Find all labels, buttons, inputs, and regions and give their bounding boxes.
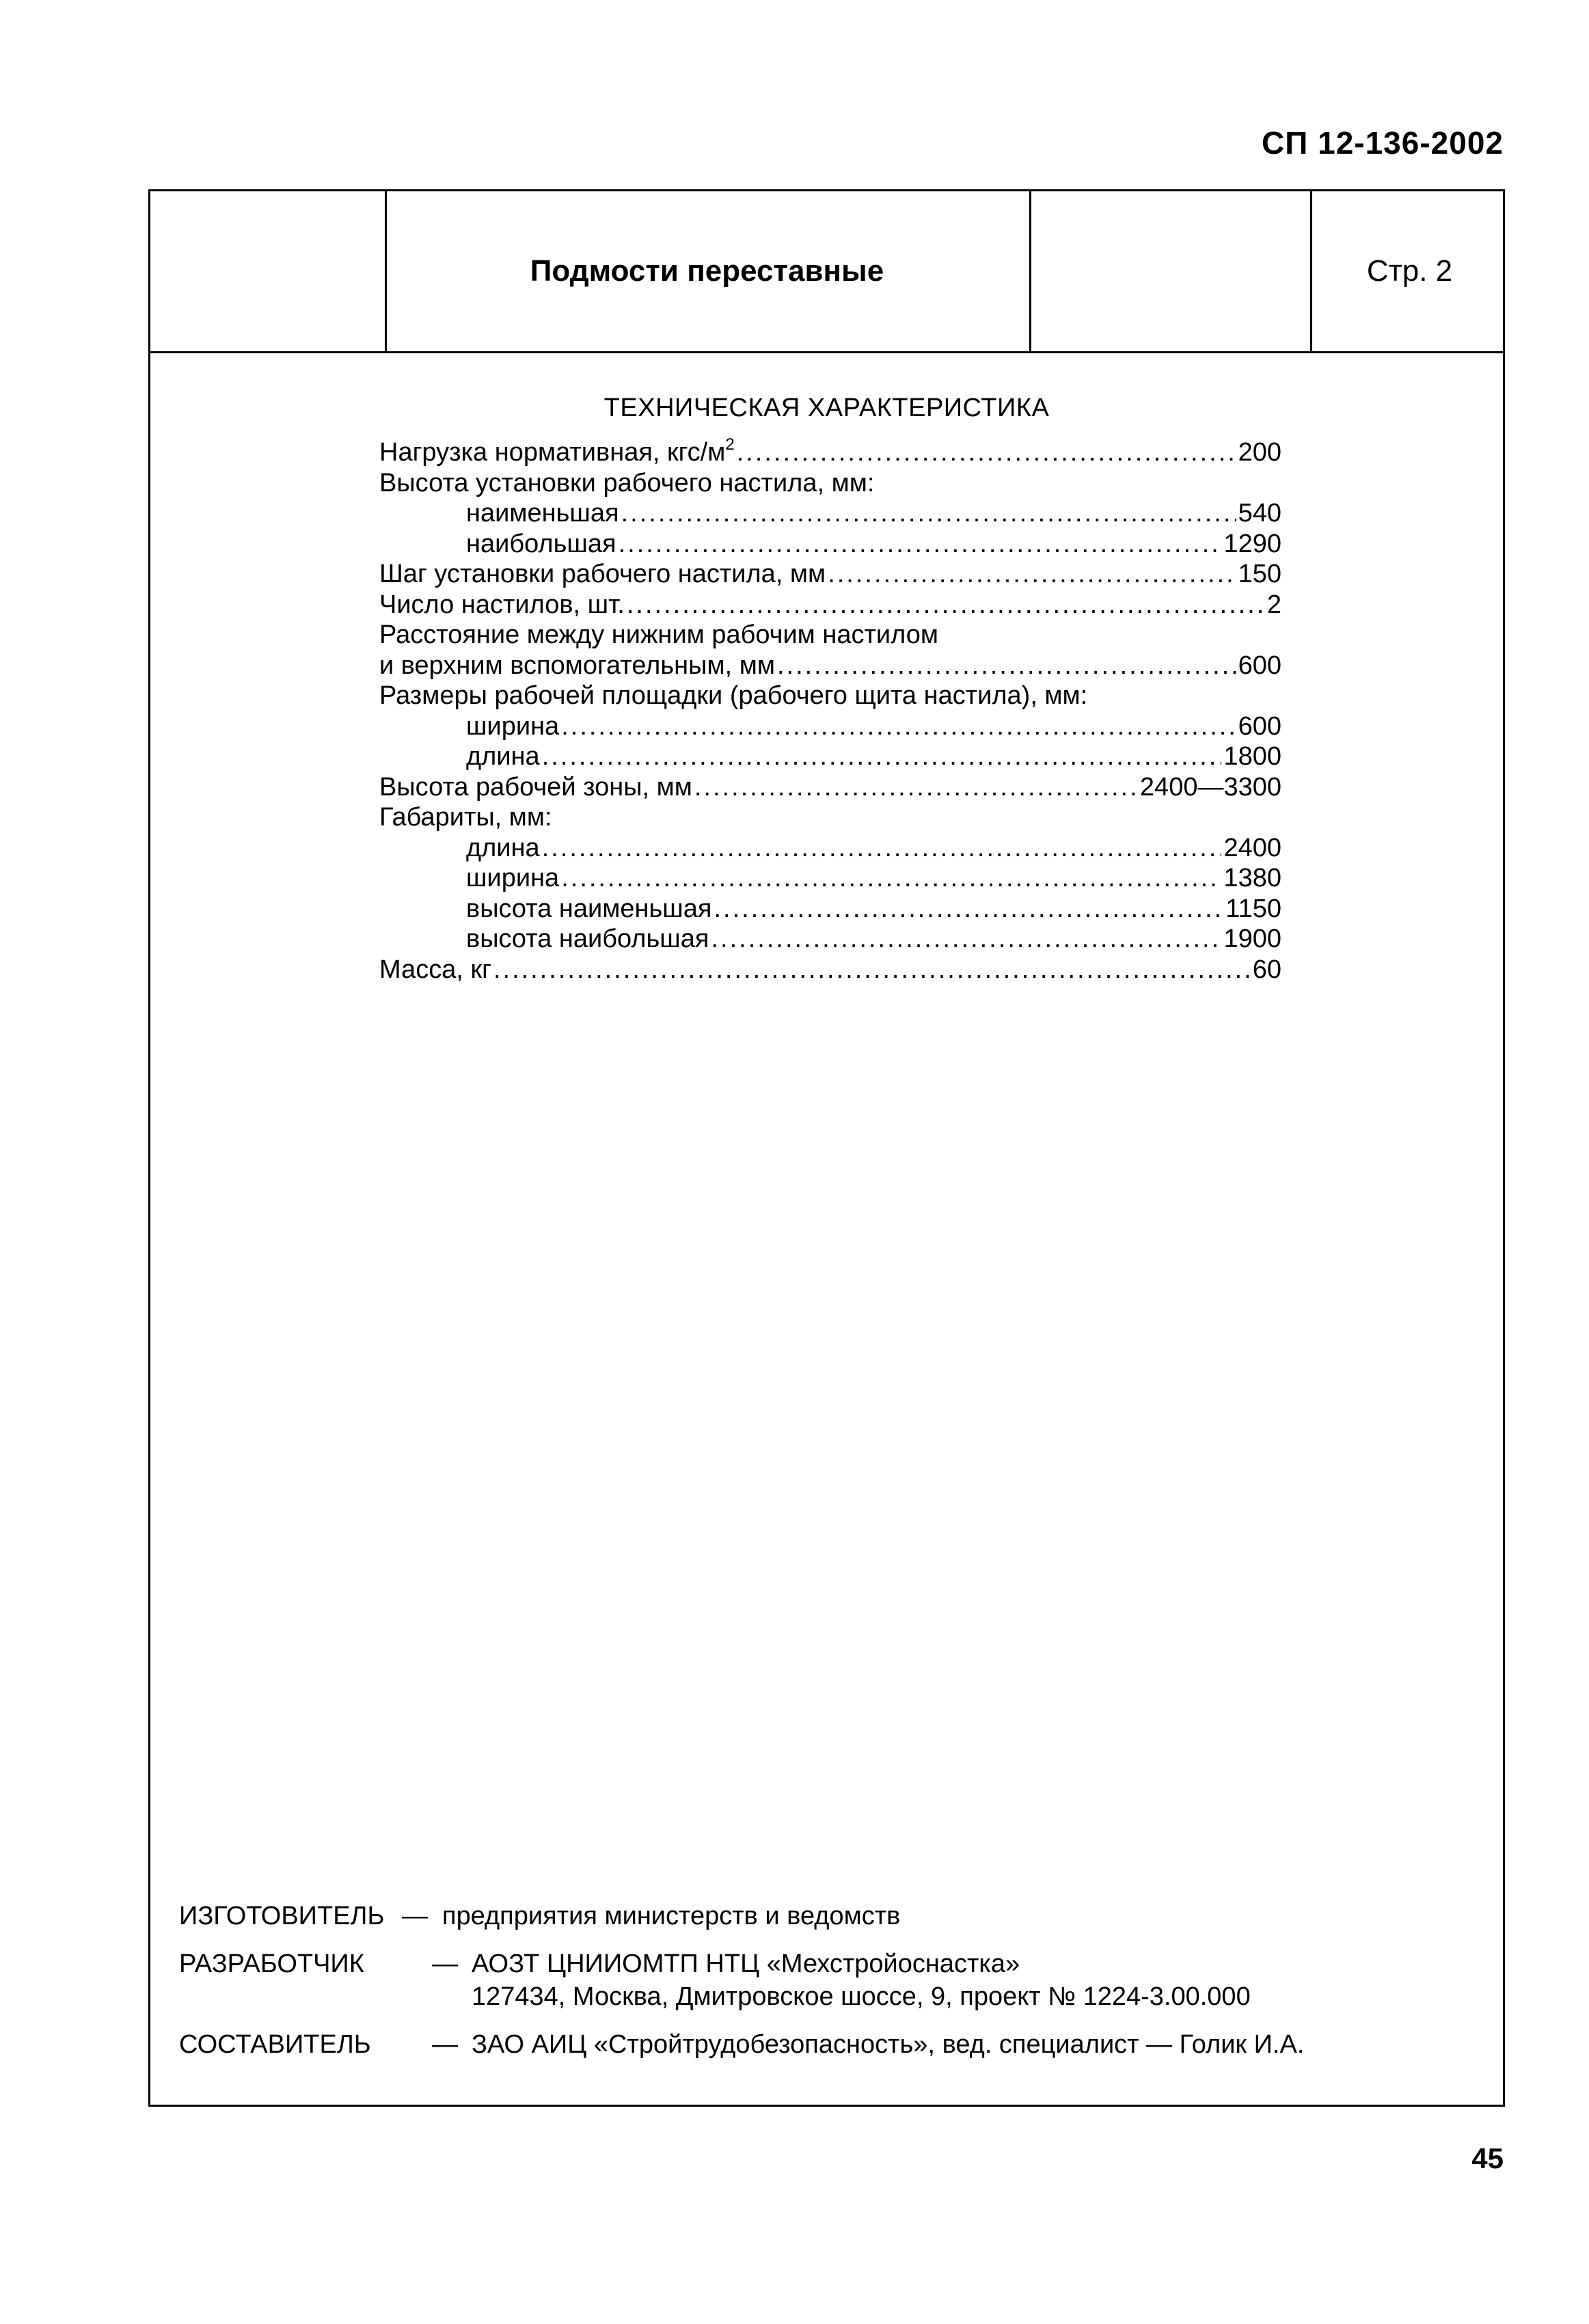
document-code: СП 12-136-2002 <box>1262 125 1504 161</box>
spec-row <box>379 802 1281 833</box>
spec-row <box>379 529 1281 560</box>
spec-value: 60 <box>1252 955 1281 984</box>
spec-label-text: ширина <box>466 711 560 741</box>
spec-label <box>379 651 775 681</box>
spec-label <box>379 681 1087 711</box>
spec-label <box>466 863 559 894</box>
dash: — <box>402 1902 428 1930</box>
spec-label-text: длина <box>466 742 540 771</box>
compiler-value: ЗАО АИЦ «Стройтрудобезопасность», вед. специалист — Голик И.А. <box>472 2030 1305 2059</box>
spec-row <box>379 590 1281 620</box>
spec-label-text: наименьшая <box>466 499 619 528</box>
spec-list <box>379 437 1281 985</box>
spec-label-text: высота наименьшая <box>466 894 712 923</box>
superscript: 2 <box>725 435 735 454</box>
spec-row <box>379 741 1281 772</box>
spec-value: 2400 <box>1223 833 1281 862</box>
spec-row <box>379 833 1281 864</box>
spec-label-text: Габариты, мм: <box>379 803 552 832</box>
spec-row <box>379 711 1281 742</box>
spec-label-text: Шаг установки рабочего настила, мм <box>379 560 826 588</box>
manufacturer-value: предприятия министерств и ведомств <box>442 1902 901 1930</box>
spec-row <box>379 955 1281 985</box>
spec-label <box>379 620 938 651</box>
dot-leader <box>542 833 1222 864</box>
dot-leader <box>777 651 1236 681</box>
spec-value: 2400—3300 <box>1139 772 1281 802</box>
spec-label-text: наибольшая <box>466 529 616 558</box>
spec-row <box>379 894 1281 925</box>
spec-value: 1800 <box>1223 742 1281 771</box>
header-title: Подмости переставные <box>530 254 884 288</box>
compiler-key: СОСТАВИТЕЛЬ <box>179 2030 371 2059</box>
dot-leader <box>561 711 1236 742</box>
spec-row <box>379 651 1281 681</box>
spec-row <box>379 863 1281 894</box>
spec-value: 1380 <box>1223 864 1281 892</box>
spec-label-text: ширина <box>466 864 560 892</box>
spec-label-text: и верхним вспомогательным, мм <box>379 651 775 680</box>
dot-leader <box>493 955 1251 985</box>
dot-leader <box>619 529 1222 560</box>
spec-label-text: Нагрузка нормативная, кгс/м <box>379 438 726 467</box>
dash: — <box>432 1950 458 1978</box>
spec-row <box>379 924 1281 955</box>
spec-label-text: Масса, кг <box>379 955 491 984</box>
spec-value: 600 <box>1238 711 1281 741</box>
spec-value: 2 <box>1266 590 1281 619</box>
spec-value: 1290 <box>1223 529 1281 558</box>
spec-label <box>466 894 711 925</box>
developer-address: 127434, Москва, Дмитровское шоссе, 9, проект № 1224-3.00.000 <box>472 1982 1251 2011</box>
spec-value: 200 <box>1238 438 1281 467</box>
dot-leader <box>627 590 1265 620</box>
spec-label-text: длина <box>466 833 540 862</box>
developer-value: АОЗТ ЦНИИОМТП НТЦ «Мехстройоснастка» <box>472 1950 1020 1978</box>
spec-label <box>379 468 874 499</box>
dot-leader <box>561 863 1221 894</box>
spec-value: 1900 <box>1223 925 1281 953</box>
dot-leader <box>714 894 1223 925</box>
spec-label-text: Высота рабочей зоны, мм <box>379 772 692 802</box>
dash: — <box>432 2030 458 2059</box>
spec-label <box>466 529 616 560</box>
spec-value: 1150 <box>1225 894 1281 923</box>
spec-row <box>379 620 1281 651</box>
dot-leader <box>694 772 1138 803</box>
spec-value: 540 <box>1238 499 1281 528</box>
spec-row <box>379 498 1281 529</box>
manufacturer-key: ИЗГОТОВИТЕЛЬ <box>179 1902 385 1930</box>
page-number: 45 <box>1471 2142 1504 2174</box>
spec-label <box>466 741 540 772</box>
spec-row <box>379 437 1281 468</box>
header-divider <box>1029 191 1031 351</box>
spec-row <box>379 559 1281 590</box>
spec-label <box>466 924 709 955</box>
spec-row <box>379 468 1281 499</box>
section-title: ТЕХНИЧЕСКАЯ ХАРАКТЕРИСТИКА <box>603 394 1050 422</box>
spec-label <box>466 711 559 742</box>
spec-row <box>379 681 1281 711</box>
spec-label-text: Размеры рабочей площадки (рабочего щита настила), мм: <box>379 681 1088 710</box>
dot-leader <box>828 559 1236 590</box>
dot-leader <box>621 498 1236 529</box>
spec-label <box>466 833 540 864</box>
spec-row <box>379 772 1281 803</box>
spec-label <box>379 955 491 985</box>
header-page-label: Стр. 2 <box>1366 254 1453 288</box>
spec-label <box>379 772 692 803</box>
spec-label-text: высота наибольшая <box>466 925 709 953</box>
spec-value: 600 <box>1238 651 1281 680</box>
spec-label <box>379 802 552 833</box>
developer-key: РАЗРАБОТЧИК <box>179 1950 364 1978</box>
spec-value: 150 <box>1238 560 1281 588</box>
spec-label <box>466 498 619 529</box>
spec-label-text: Высота установки рабочего настила, мм: <box>379 468 875 497</box>
document-frame <box>148 189 1505 2107</box>
spec-label-text: Расстояние между нижним рабочим настилом <box>379 620 938 649</box>
spec-label-text: Число настилов, шт. <box>379 590 625 619</box>
header-table <box>150 191 1503 353</box>
dot-leader <box>542 741 1222 772</box>
spec-label <box>379 590 625 620</box>
spec-label <box>379 559 826 590</box>
dot-leader <box>711 924 1221 955</box>
spec-label <box>379 437 735 468</box>
dot-leader <box>737 437 1236 468</box>
